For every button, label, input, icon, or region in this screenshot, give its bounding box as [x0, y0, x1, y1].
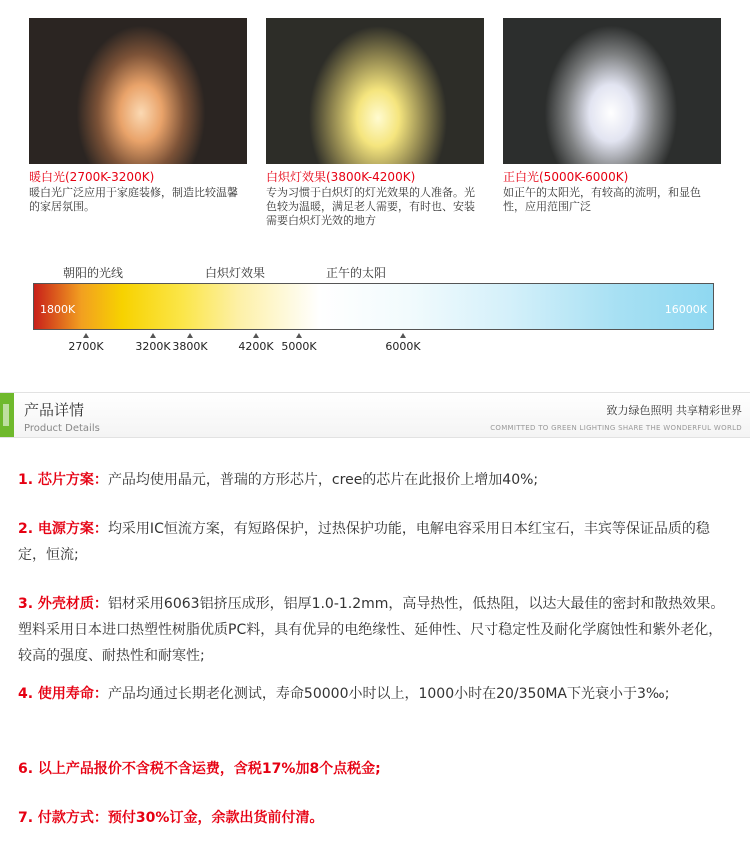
- panel-title: 白炽灯效果(3800K-4200K): [266, 170, 416, 184]
- item-pricing: [18, 756, 734, 782]
- item-text: 7. 付款方式：预付30%订金，余款出货前付清。: [18, 810, 324, 826]
- item-label: 3. 外壳材质：: [18, 596, 108, 612]
- item-housing: [18, 591, 734, 669]
- spectrum-high-label: 16000K: [664, 303, 707, 316]
- spectrum-label-incandescent: 白炽灯效果: [205, 266, 266, 280]
- color-temperature-bar: [33, 283, 714, 330]
- item-payment: [18, 805, 734, 831]
- panel-desc: 专为习惯于白炽灯的灯光效果的人准备。光色较为温暖，满足老人需要，有时也、安装需要白炽灯光效的地方: [266, 186, 475, 227]
- item-text: 6. 以上产品报价不含税不含运费，含税17%加8个点税金;: [18, 761, 381, 777]
- item-chip: [18, 467, 734, 493]
- spectrum-label-noon: 正午的太阳: [326, 266, 387, 280]
- item-text: 产品均通过长期老化测试，寿命50000小时以上，1000小时在20/350MA下光衰小于3‰;: [107, 686, 670, 702]
- pure-white-photo: [503, 18, 721, 164]
- spectrum-label-morning: 朝阳的光线: [63, 266, 124, 280]
- slogan-english: COMMITTED TO GREEN LIGHTING SHARE THE WONDERFUL WORLD: [490, 424, 742, 432]
- item-text: 产品均使用晶元，普瑞的方形芯片，cree的芯片在此报价上增加40%;: [107, 472, 539, 488]
- incandescent-photo: [266, 18, 484, 164]
- section-title: 产品详情: [24, 401, 85, 419]
- item-lifetime: [18, 681, 734, 707]
- section-subtitle: Product Details: [24, 423, 100, 434]
- item-label: 4. 使用寿命：: [18, 686, 108, 702]
- item-power: [18, 516, 734, 568]
- panel-desc: 暖白光广泛应用于家庭装修，制造比较温馨的家居氛围。: [29, 186, 238, 213]
- spectrum-low-label: 1800K: [40, 303, 76, 316]
- slogan: 致力绿色照明 共享精彩世界: [606, 404, 742, 417]
- product-details-header: [0, 392, 750, 438]
- item-text: 铝材采用6063铝挤压成形，铝厚1.0-1.2mm，高导热性，低热阻，以达大最佳的密封和散热效果。塑料采用日本进口热塑性树脂优质PC料，具有优异的电绝缘性、延伸性、尺寸稳定性及耐化学腐蚀性和紫外老化，较高的强度、耐热性和耐寒性;: [18, 596, 725, 664]
- pure-white-panel: [503, 18, 721, 214]
- panel-title: 正白光(5000K-6000K): [503, 170, 629, 184]
- incandescent-panel: [266, 18, 484, 228]
- item-label: 1. 芯片方案：: [18, 472, 108, 488]
- warm-white-panel: [29, 18, 247, 214]
- panel-title: 暖白光(2700K-3200K): [29, 170, 155, 184]
- panel-desc: 如正午的太阳光，有较高的流明，和显色性，应用范围广泛: [503, 186, 701, 213]
- item-label: 2. 电源方案：: [18, 521, 108, 537]
- green-accent-bar: [0, 393, 14, 437]
- item-text: 均采用IC恒流方案，有短路保护，过热保护功能，电解电容采用日本红宝石，丰宾等保证品质的稳定，恒流;: [18, 521, 710, 563]
- warm-white-photo: [29, 18, 247, 164]
